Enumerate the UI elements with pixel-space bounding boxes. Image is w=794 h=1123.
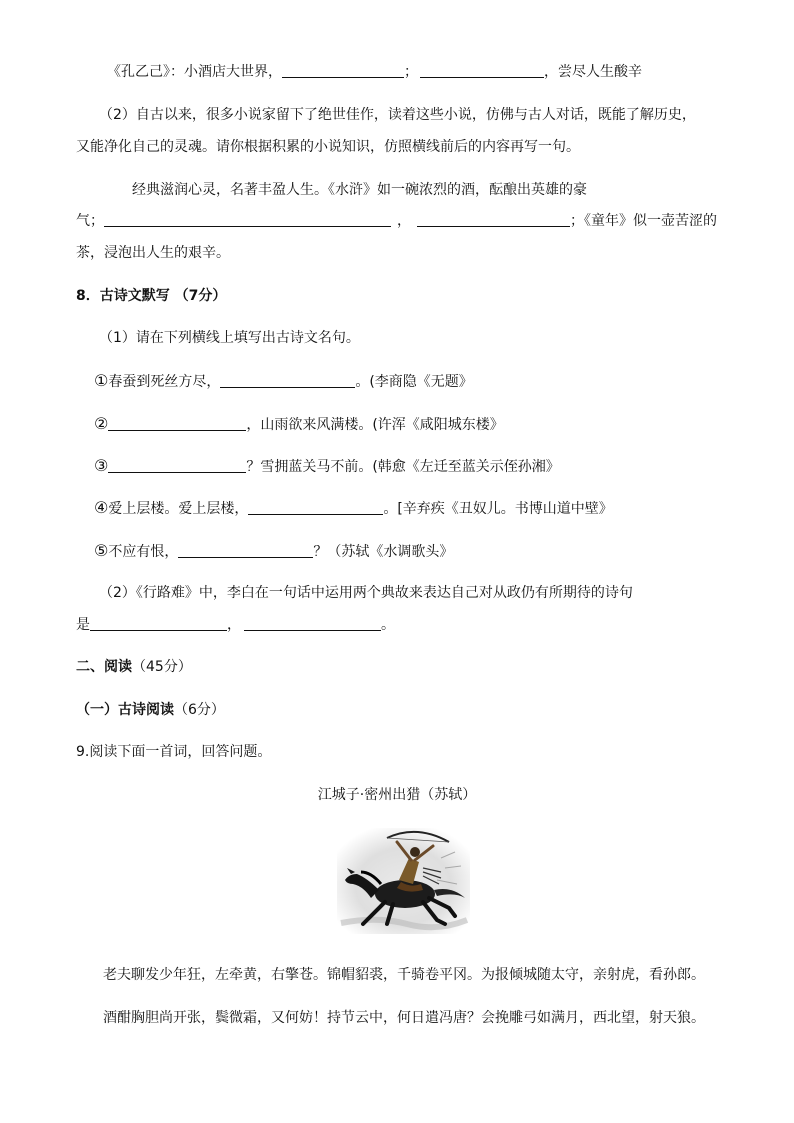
separator: ； (404, 64, 418, 80)
poem-title: 江城子·密州出猎（苏轼） (317, 787, 477, 803)
q8-item-1 (94, 371, 473, 392)
part2-subheading (76, 700, 225, 720)
q8-sub2-line2 (76, 615, 395, 635)
example-line1: 经典滋润心灵，名著丰盈人生。《水浒》如一碗浓烈的酒，酝酿出英雄的豪 (132, 182, 587, 198)
item-number: ⑤ (94, 541, 109, 560)
answer-blank[interactable] (220, 372, 355, 388)
kongyiji-line (107, 62, 642, 82)
item-after: ？（苏轼《水调歌头》 (313, 544, 454, 560)
item-after: 。(李商隐《无题》 (355, 374, 473, 390)
item-after: ？雪拥蓝关马不前。(韩愈《左迁至蓝关示侄孙湘》 (246, 459, 560, 475)
item-before: 爱上层楼。爱上层楼， (108, 501, 249, 517)
answer-blank[interactable] (248, 499, 383, 515)
item-number: ③ (94, 456, 109, 475)
kongyiji-prefix: 《孔乙己》：小酒店大世界， (107, 64, 282, 80)
q8-item-2 (94, 414, 504, 435)
item-after: ，山雨欲来风满楼。(许浑《咸阳城东楼》 (246, 417, 504, 433)
item-number: ② (94, 414, 109, 433)
example-suffix: ；《童年》似一壶苦涩的 (570, 213, 717, 229)
item-before: 春蚕到死丝方尽， (108, 374, 221, 390)
sub2-prefix: 是 (76, 617, 90, 633)
item-before: 不应有恨， (108, 544, 179, 560)
q2-instruction-line1: （2）自古以来，很多小说家留下了绝世佳作，读着这些小说，仿佛与古人对话，既能了解历史， (99, 107, 696, 123)
kongyiji-suffix: ，尝尽人生酸辛 (544, 64, 642, 80)
example-line2 (76, 211, 717, 231)
answer-blank[interactable] (90, 615, 227, 631)
example-prefix: 气； (76, 213, 104, 229)
part2-title: 二、阅读 (76, 659, 132, 675)
answer-blank[interactable] (420, 62, 544, 78)
poem-line-1: 老夫聊发少年狂，左牵黄，右擎苍。锦帽貂裘，千骑卷平冈。为报倾城随太守，亲射虎，看孙郎。 (103, 967, 705, 983)
q8-item-4 (94, 498, 613, 519)
answer-blank[interactable] (244, 615, 381, 631)
q8-item-5 (94, 541, 453, 562)
q8-item-3 (94, 456, 560, 477)
q8-sub2-line1: （2）《行路难》中，李白在一句话中运用两个典故来表达自己对从政仍有所期待的诗句 (99, 585, 633, 601)
item-number: ④ (94, 498, 109, 517)
q8-sub1: （1）请在下列横线上填写出古诗文名句。 (99, 330, 360, 346)
answer-blank[interactable] (417, 211, 570, 227)
q9-instruction: 9.阅读下面一首词，回答问题。 (76, 744, 272, 760)
sub-score: （6分） (174, 702, 225, 718)
sub2-suffix: 。 (381, 617, 395, 633)
poem-line-2: 酒酣胸胆尚开张，鬓微霜，又何妨！持节云中，何日遣冯唐？会挽雕弓如满月，西北望，射天狼。 (103, 1010, 705, 1026)
answer-blank[interactable] (178, 542, 313, 558)
item-after: 。[辛弃疾《丑奴儿。书博山道中壁》 (383, 501, 613, 517)
item-number: ① (94, 371, 109, 390)
q2-instruction-line2: 又能净化自己的灵魂。请你根据积累的小说知识，仿照横线前后的内容再写一句。 (76, 139, 580, 155)
answer-blank[interactable] (108, 415, 246, 431)
sub-title: （一）古诗阅读 (76, 702, 174, 718)
answer-blank[interactable] (108, 457, 246, 473)
example-line3: 茶，浸泡出人生的艰辛。 (76, 245, 230, 261)
separator: ， (227, 617, 241, 633)
part2-heading (76, 657, 192, 677)
horse-archer-illustration (337, 828, 470, 934)
q8-title: 8．古诗文默写 （7分） (76, 288, 227, 304)
answer-blank[interactable] (104, 211, 391, 227)
part2-score: （45分） (132, 659, 192, 675)
separator: ， (397, 213, 411, 229)
answer-blank[interactable] (282, 62, 404, 78)
